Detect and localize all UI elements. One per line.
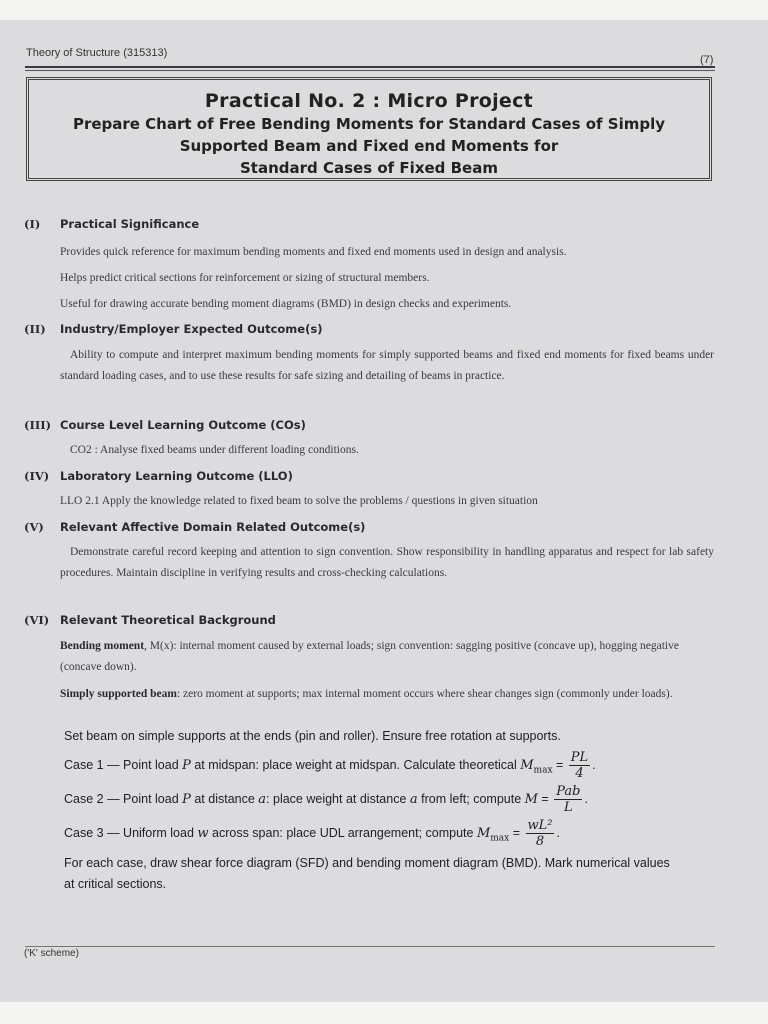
- equals: =: [537, 791, 553, 806]
- fraction: [554, 784, 582, 815]
- section-title: Relevant Theoretical Background: [60, 613, 276, 627]
- section-body-5: Demonstrate careful record keeping and attention to sign convention. Show responsibility in handling apparatus and respect for lab safety procedures. Maintain discipline in verifying results and cross-checking calculations.: [60, 546, 714, 579]
- symbol: a: [409, 791, 418, 807]
- case-3-line: Case 3 — Uniform load w across span: place UDL arrangement; compute $M_{max}$ = $\frac{\text{wL²}}{8}$ .: [64, 818, 560, 849]
- symbol: w: [197, 825, 209, 841]
- case-2-line: Case 2 — Point load P at distance a: place weight at distance a from left; compute M = $\frac{\text{Pab}}{L}$ .: [64, 784, 588, 815]
- simply-supported-definition: [60, 684, 714, 705]
- fraction: [569, 750, 590, 781]
- course-header: Theory of Structure (315313): [26, 47, 168, 59]
- section-heading-3: [24, 418, 306, 432]
- setup-instruction: Set beam on simple supports at the ends (pin and roller). Ensure free rotation at supports.: [64, 729, 561, 743]
- term: Simply supported beam: [60, 688, 177, 700]
- term: Bending moment: [60, 640, 145, 652]
- denominator: L: [564, 800, 573, 815]
- symbol: P: [182, 757, 191, 773]
- numerator: PL: [570, 750, 589, 765]
- symbol: a: [258, 791, 267, 807]
- symbol: M: [476, 825, 491, 841]
- equals: =: [509, 825, 524, 840]
- final-instruction: For each case, draw shear force diagram (SFD) and bending moment diagram (BMD). Mark numerical values at critical sections.: [64, 856, 670, 891]
- subscript: max: [490, 833, 510, 844]
- paragraph: Useful for drawing accurate bending moment diagrams (BMD) in design checks and experiments.: [60, 298, 512, 310]
- symbol: M: [524, 791, 538, 807]
- section-heading-2: [24, 322, 322, 336]
- denominator: 8: [535, 834, 545, 849]
- practical-title: Practical No. 2 : Micro Project: [204, 90, 534, 112]
- numerator: Pab: [556, 784, 581, 799]
- section-number: (I): [24, 217, 41, 231]
- case-text: Case 2 — Point load: [64, 791, 183, 806]
- case-text: : place weight at distance: [266, 791, 410, 806]
- denominator: 4: [575, 766, 584, 781]
- section-title: Practical Significance: [60, 217, 200, 231]
- case-1-line: Case 1 — Point load P at midspan: place weight at midspan. Calculate theoretical $M_{max}$ = $\frac{PL}{4}$ .: [64, 750, 596, 781]
- project-title-line-3: Standard Cases of Fixed Beam: [240, 159, 498, 177]
- section-number: (VI): [24, 613, 50, 627]
- section-number: (IV): [24, 469, 50, 483]
- header-rule-thin: [25, 70, 715, 71]
- symbol: P: [182, 791, 191, 807]
- case-text: Case 1 — Point load: [64, 757, 183, 772]
- project-title-line-2: Supported Beam and Fixed end Moments for: [179, 137, 559, 155]
- section-title: Course Level Learning Outcome (COs): [60, 418, 306, 432]
- page-number: (7): [700, 54, 714, 66]
- section-title: Laboratory Learning Outcome (LLO): [60, 469, 293, 483]
- section-body-3: CO2 : Analyse fixed beams under different loading conditions.: [70, 444, 359, 456]
- section-body-2: Ability to compute and interpret maximum bending moments for simply supported beams and fixed end moments for fixed beams under standard loading cases, and to use these results for safe sizing and detailing of beams in practice.: [60, 349, 714, 382]
- footer-rule: [25, 946, 715, 947]
- paragraph: Helps predict critical sections for reinforcement or sizing of structural members.: [60, 272, 430, 284]
- numerator: wL²: [527, 818, 553, 833]
- section-body-4: LLO 2.1 Apply the knowledge related to fixed beam to solve the problems / questions in given situation: [60, 495, 538, 507]
- paragraph: Provides quick reference for maximum bending moments and fixed end moments used in design and analysis.: [60, 246, 567, 258]
- section-title: Industry/Employer Expected Outcome(s): [60, 322, 323, 336]
- definition-text: : zero moment at supports; max internal moment occurs where shear changes sign (commonly under loads).: [176, 688, 673, 700]
- case-text: at midspan: place weight at midspan. Calculate theoretical: [190, 757, 521, 772]
- project-title-line-1: Prepare Chart of Free Bending Moments for Standard Cases of Simply: [72, 115, 666, 133]
- section-heading-4: [24, 469, 293, 483]
- section-heading-5: [24, 520, 365, 534]
- header-rule: [25, 66, 715, 68]
- subscript: max: [533, 765, 553, 776]
- definition-text: , M(x): internal moment caused by external loads; sign convention: sagging positive (concave up), hogging negative (concave down).: [60, 640, 679, 673]
- case-text: across span: place UDL arrangement; compute: [208, 825, 477, 840]
- bending-moment-definition: [60, 636, 714, 678]
- equals: =: [552, 757, 567, 772]
- section-number: (II): [24, 322, 46, 336]
- case-text: at distance: [190, 791, 259, 806]
- section-body-1: [60, 239, 714, 317]
- case-text: from left; compute: [417, 791, 525, 806]
- symbol: M: [520, 757, 534, 773]
- fraction: [526, 818, 555, 849]
- section-heading-6: [24, 613, 276, 627]
- section-number: (III): [24, 418, 52, 432]
- section-title: Relevant Affective Domain Related Outcome(s): [60, 520, 366, 534]
- section-heading-1: [24, 217, 199, 231]
- case-text: Case 3 — Uniform load: [64, 825, 198, 840]
- footer-scheme: ('K' scheme): [24, 948, 79, 959]
- title-box: [26, 77, 712, 181]
- section-number: (V): [24, 520, 44, 534]
